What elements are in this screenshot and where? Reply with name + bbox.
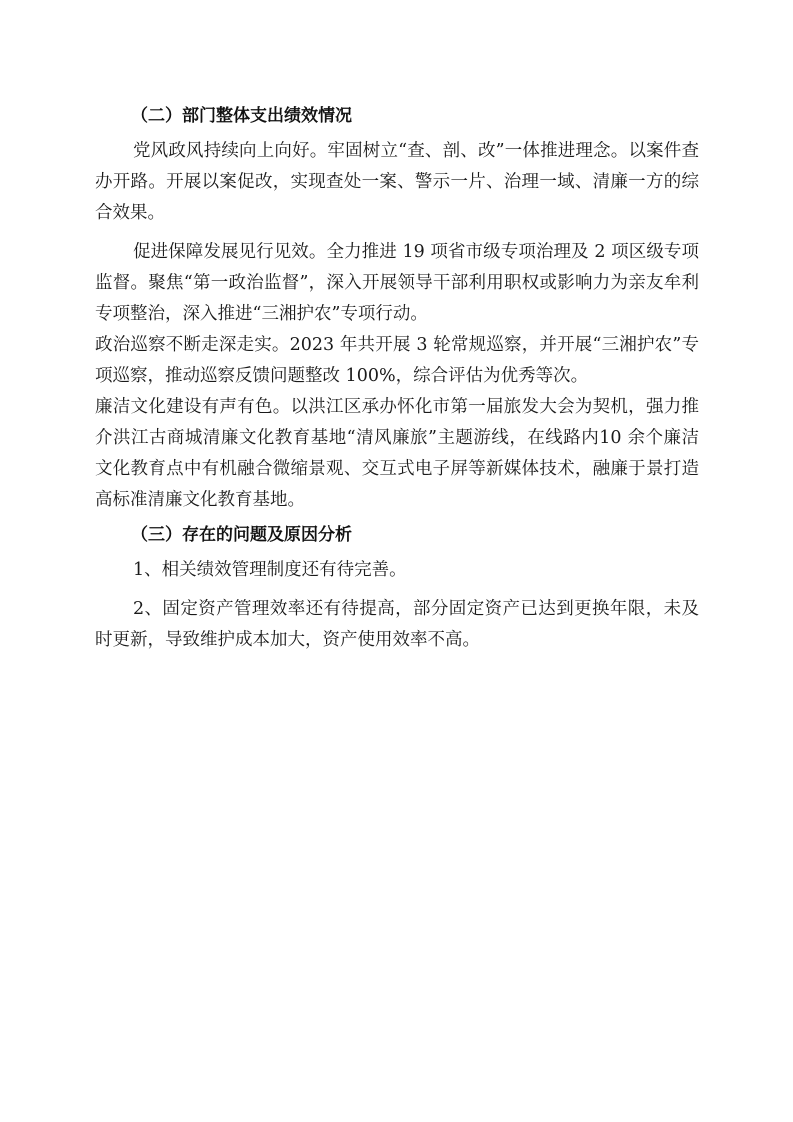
paragraph-political-inspection: 政治巡察不断走深走实。2023 年共开展 3 轮常规巡察，并开展“三湘护农”专项巡察，推动巡察反馈问题整改 100%，综合评估为优秀等次。 [95,335,699,386]
section-2-heading: （二）部门整体支出绩效情况 [131,106,352,126]
problem-item-2: 2、固定资产管理效率还有待提高，部分固定资产已达到更换年限，未及时更新，导致维护成本加大，资产使用效率不高。 [95,599,699,650]
section-3-heading: （三）存在的问题及原因分析 [131,525,352,545]
paragraph-party-style: 党风政风持续向上向好。牢固树立“查、剖、改”一体推进理念。以案件查办开路。开展以案促改，实现查处一案、警示一片、治理一域、清廉一方的综合效果。 [95,141,699,223]
document-body [95,101,699,656]
paragraph-development-guarantee: 促进保障发展见行见效。全力推进 19 项省市级专项治理及 2 项区级专项监督。聚焦“第一政治监督”，深入开展领导干部利用职权或影响力为亲友牟利专项整治，深入推进“三湘护农”专项行动。 [95,242,699,324]
paragraph-integrity-culture: 廉洁文化建设有声有色。以洪江区承办怀化市第一届旅发大会为契机，强力推介洪江古商城清廉文化教育基地“清风廉旅”主题游线，在线路内10 余个廉洁文化教育点中有机融合微缩景观、交互式电子屏等新媒体技术，融廉于景打造高标准清廉文化教育基地。 [95,397,699,510]
problem-item-1: 1、相关绩效管理制度还有待完善。 [133,560,407,580]
